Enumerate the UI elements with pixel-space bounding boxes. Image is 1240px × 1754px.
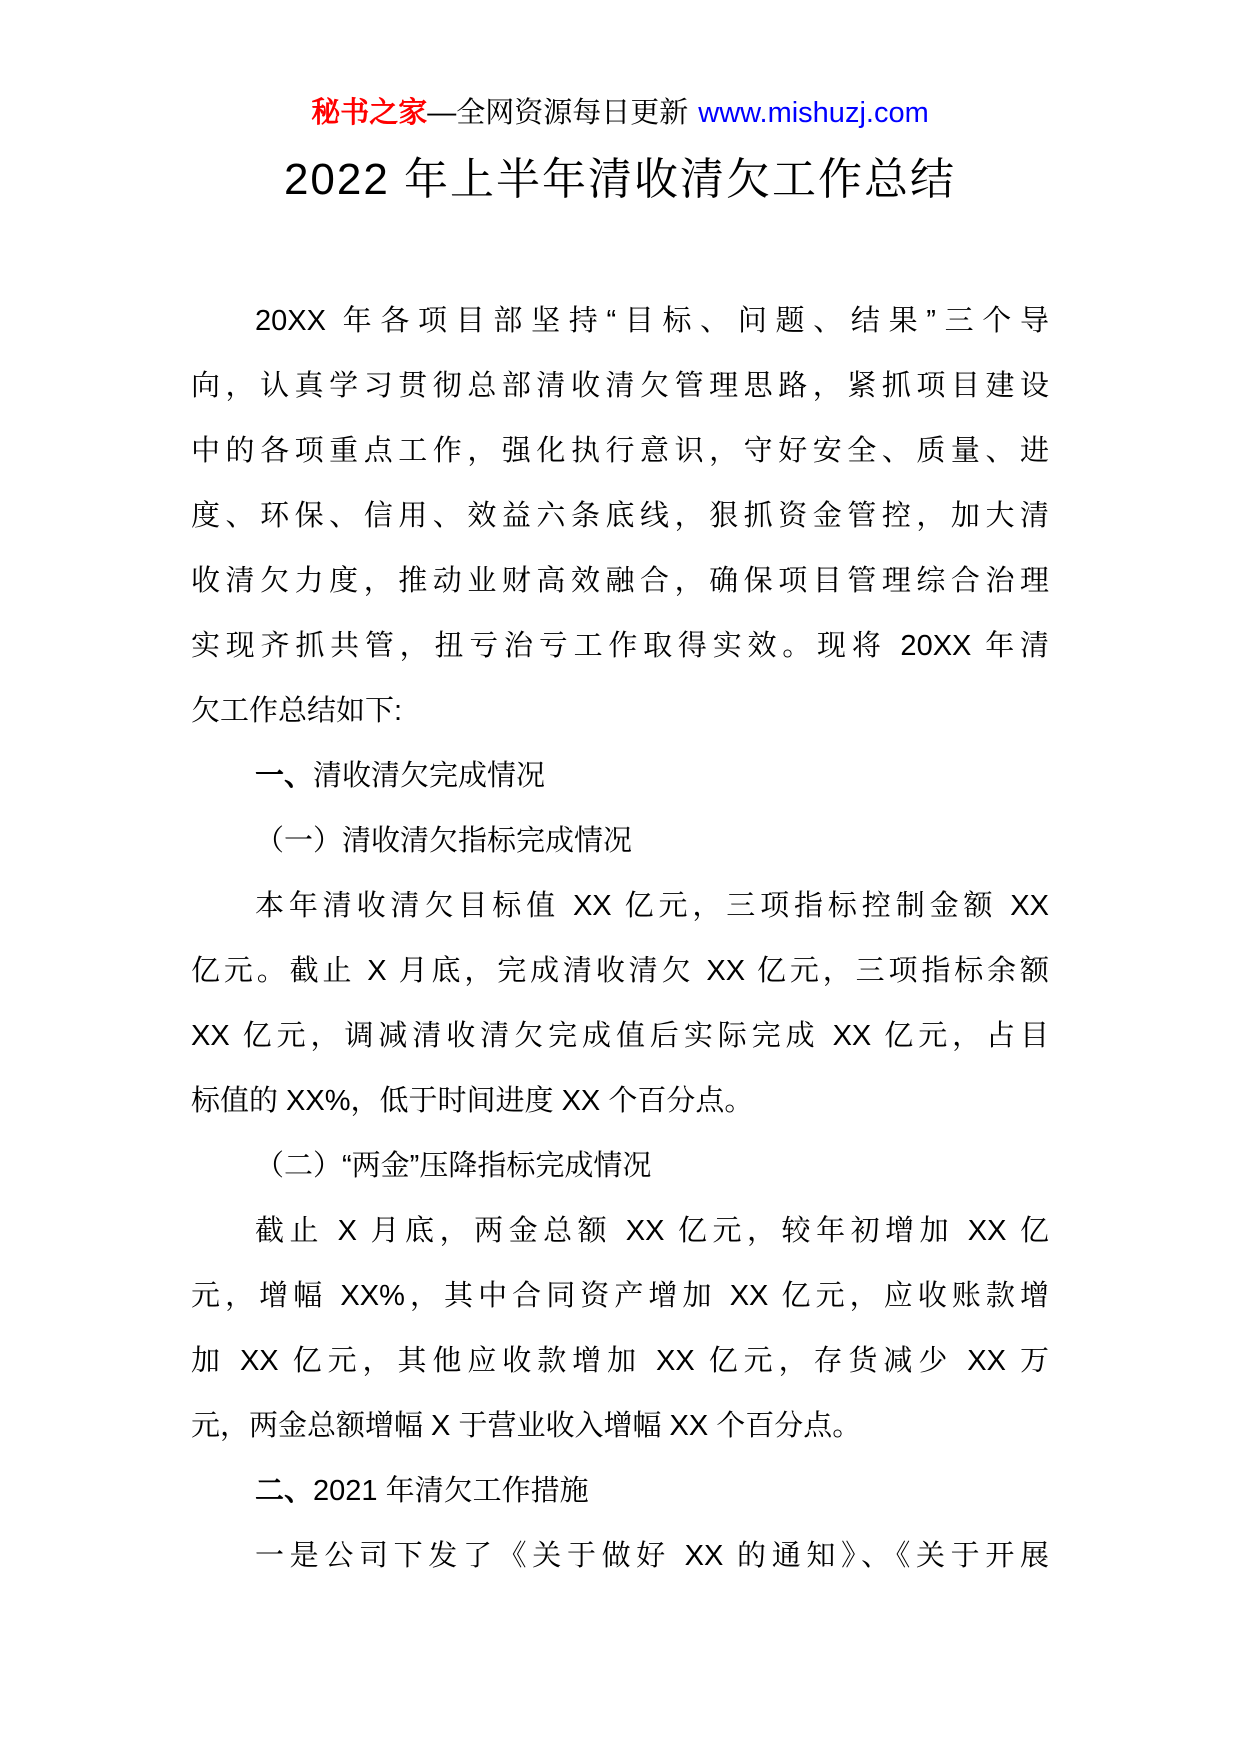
paragraph-line: 本年清收清欠目标值 XX 亿元，三项指标控制金额 XX: [255, 890, 1049, 922]
heading-number: 一、: [255, 760, 314, 792]
paragraph-line: 截止 X 月底，两金总额 XX 亿元，较年初增加 XX 亿: [255, 1215, 1049, 1247]
paragraph-line: 收清欠力度，推动业财高效融合，确保项目管理综合治理: [191, 565, 1049, 597]
header-dash: —: [427, 97, 457, 129]
page-header: [191, 96, 1049, 130]
document-title: 2022 年上半年清收清欠工作总结: [283, 155, 957, 204]
paragraph: [191, 289, 1049, 744]
document-body: [191, 289, 1049, 1589]
paragraph-line: 欠工作总结如下:: [191, 695, 403, 727]
header-tagline: 全网资源每日更新: [456, 97, 689, 129]
heading-text: 清收清欠完成情况: [313, 760, 546, 792]
paragraph-line: 一是公司下发了《关于做好 XX 的通知》、《关于开展: [255, 1540, 1049, 1572]
paragraph-line: 向，认真学习贯彻总部清收清欠管理思路，紧抓项目建设: [191, 370, 1049, 402]
section-heading: [191, 744, 1049, 809]
site-brand: 秘书之家: [311, 97, 428, 129]
paragraph-line: 度、环保、信用、效益六条底线，狠抓资金管控，加大清: [191, 500, 1049, 532]
paragraph-line: 实现齐抓共管，扭亏治亏工作取得实效。现将 20XX 年清: [191, 630, 1049, 662]
subsection-heading: （二）“两金”压降指标完成情况: [255, 1150, 652, 1182]
paragraph-line: 亿元。截止 X 月底，完成清收清欠 XX 亿元，三项指标余额: [191, 955, 1049, 987]
paragraph: [191, 1199, 1049, 1459]
heading-number: 二、: [255, 1475, 314, 1507]
site-url-link[interactable]: www.mishuzj.com: [698, 97, 929, 129]
paragraph: [191, 1524, 1049, 1589]
heading-text: 2021 年清欠工作措施: [313, 1475, 589, 1507]
paragraph-line: 元，两金总额增幅 X 于营业收入增幅 XX 个百分点。: [191, 1410, 862, 1442]
paragraph-line: 元，增幅 XX%，其中合同资产增加 XX 亿元，应收账款增: [191, 1280, 1049, 1312]
paragraph: [191, 874, 1049, 1134]
paragraph-line: 标值的 XX%，低于时间进度 XX 个百分点。: [191, 1085, 754, 1117]
paragraph-line: 中的各项重点工作，强化执行意识，守好安全、质量、进: [191, 435, 1049, 467]
section-heading: [191, 1459, 1049, 1524]
subsection-heading: （一）清收清欠指标完成情况: [255, 825, 633, 857]
paragraph-line: 加 XX 亿元，其他应收款增加 XX 亿元，存货减少 XX 万: [191, 1345, 1049, 1377]
paragraph-line: 20XX 年各项目部坚持“目标、问题、结果”三个导: [255, 305, 1049, 337]
paragraph-line: XX 亿元，调减清收清欠完成值后实际完成 XX 亿元，占目: [191, 1020, 1049, 1052]
